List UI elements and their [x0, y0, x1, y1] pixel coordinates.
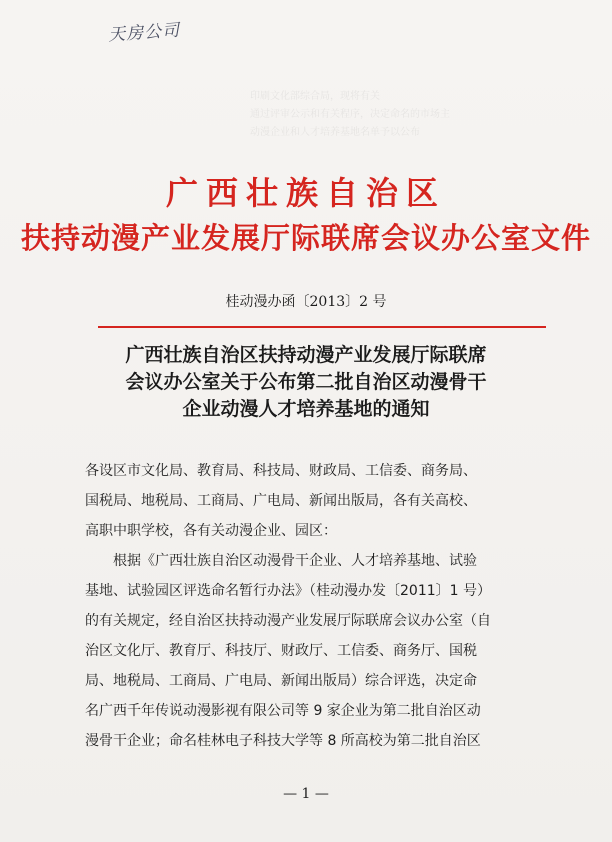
bleed-line: 动漫企业和人才培养基地名单予以公布	[250, 127, 420, 138]
header-office-name: 扶持动漫产业发展厅际联席会议办公室文件	[20, 221, 591, 255]
title-line: 广西壮族自治区扶持动漫产业发展厅际联席	[125, 344, 487, 366]
title-line: 企业动漫人才培养基地的通知	[182, 398, 430, 420]
title-line: 会议办公室关于公布第二批自治区动漫骨干	[125, 371, 487, 393]
body-line: 治区文化厅、教育厅、科技厅、财政厅、工信委、商务厅、国税	[85, 643, 477, 659]
body-line: 基地、试验园区评选命名暂行办法》（桂动漫办发〔2011〕1 号）	[85, 583, 491, 599]
body-line: 名广西千年传说动漫影视有限公司等 9 家企业为第二批自治区动	[85, 703, 481, 719]
body-line: 的有关规定，经自治区扶持动漫产业发展厅际联席会议办公室（自	[85, 613, 491, 629]
body-line: 高职中职学校，各有关动漫企业、园区：	[85, 523, 337, 539]
body-line: 根据《广西壮族自治区动漫骨干企业、人才培养基地、试验	[85, 553, 477, 569]
handwritten-note: 天房公司	[107, 20, 181, 46]
body-line: 漫骨干企业；命名桂林电子科技大学等 8 所高校为第二批自治区	[85, 733, 481, 749]
document-number: 桂动漫办函〔2013〕2 号	[225, 294, 387, 310]
bleed-through-text	[250, 88, 580, 142]
document-title	[70, 342, 542, 423]
document-body	[85, 456, 545, 756]
red-divider-line	[98, 326, 546, 328]
body-line: 国税局、地税局、工商局、广电局、新闻出版局，各有关高校、	[85, 493, 477, 509]
bleed-line: 印刷文化部综合局，现将有关	[250, 91, 380, 102]
body-line: 各设区市文化局、教育局、科技局、财政局、工信委、商务局、	[85, 463, 477, 479]
bleed-line: 通过评审公示和有关程序，决定命名的市场主	[250, 109, 450, 120]
header-region-name: 广西壮族自治区	[165, 174, 446, 212]
page-number: — 1 —	[283, 786, 329, 802]
body-line: 局、地税局、工商局、广电局、新闻出版局）综合评选，决定命	[85, 673, 477, 689]
